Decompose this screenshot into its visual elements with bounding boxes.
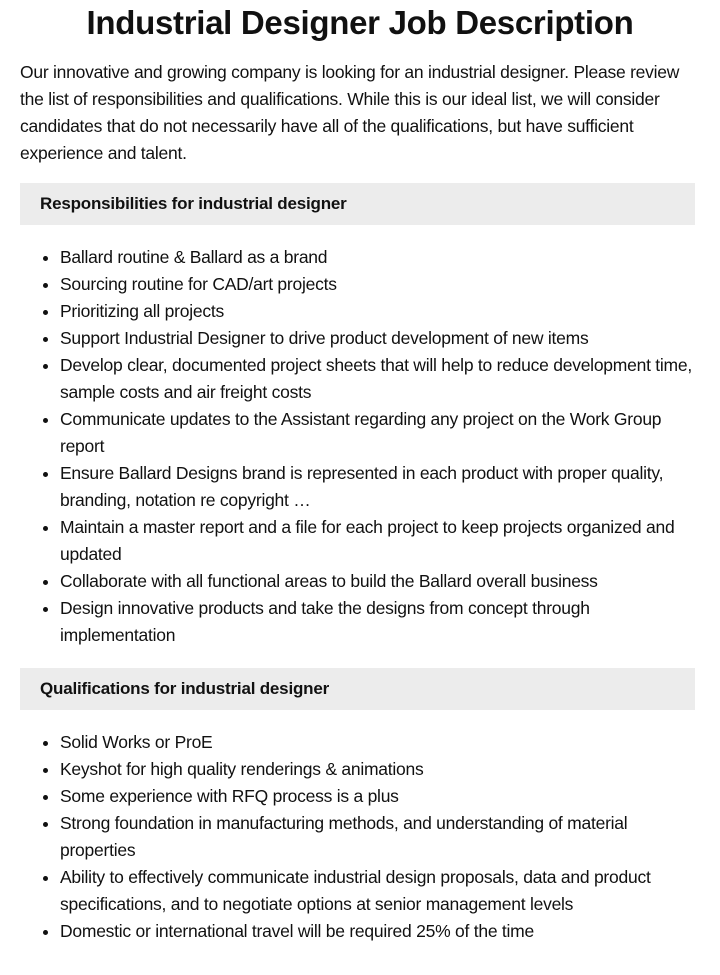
qualifications-heading: Qualifications for industrial designer [20,668,695,710]
list-item: • Prioritizing all projects [60,298,700,325]
list-item: • Ballard routine & Ballard as a brand [60,244,700,271]
list-item: • Design innovative products and take the designs from concept through implementation [60,595,700,649]
list-item: • Maintain a master report and a file for each project to keep projects organized and updated [60,514,700,568]
list-item: • Ensure Ballard Designs brand is represented in each product with proper quality, branding, notation re copyright … [60,460,700,514]
responsibilities-heading: Responsibilities for industrial designer [20,183,695,225]
page-title: Industrial Designer Job Description [86,4,634,41]
list-item: • Ability to effectively communicate industrial design proposals, data and product specifications, and to negotiate options at senior management levels [60,864,700,918]
intro-paragraph: Our innovative and growing company is looking for an industrial designer. Please review the list of responsibilities and qualifications. While this is our ideal list, we will consider candidates that do not necessarily have all of the qualifications, but have sufficient experience and talent. [20,62,680,163]
list-item: • Strong foundation in manufacturing methods, and understanding of material properties [60,810,700,864]
list-item: • Develop clear, documented project sheets that will help to reduce development time, sample costs and air freight costs [60,352,700,406]
qualifications-list [20,729,700,945]
list-item: • Sourcing routine for CAD/art projects [60,271,700,298]
list-item: • Keyshot for high quality renderings & animations [60,756,700,783]
list-item: • Domestic or international travel will be required 25% of the time [60,918,700,945]
responsibilities-list [20,244,700,649]
list-item: • Support Industrial Designer to drive product development of new items [60,325,700,352]
list-item: • Some experience with RFQ process is a plus [60,783,700,810]
list-item: • Collaborate with all functional areas to build the Ballard overall business [60,568,700,595]
list-item: • Communicate updates to the Assistant regarding any project on the Work Group report [60,406,700,460]
list-item: • Solid Works or ProE [60,729,700,756]
